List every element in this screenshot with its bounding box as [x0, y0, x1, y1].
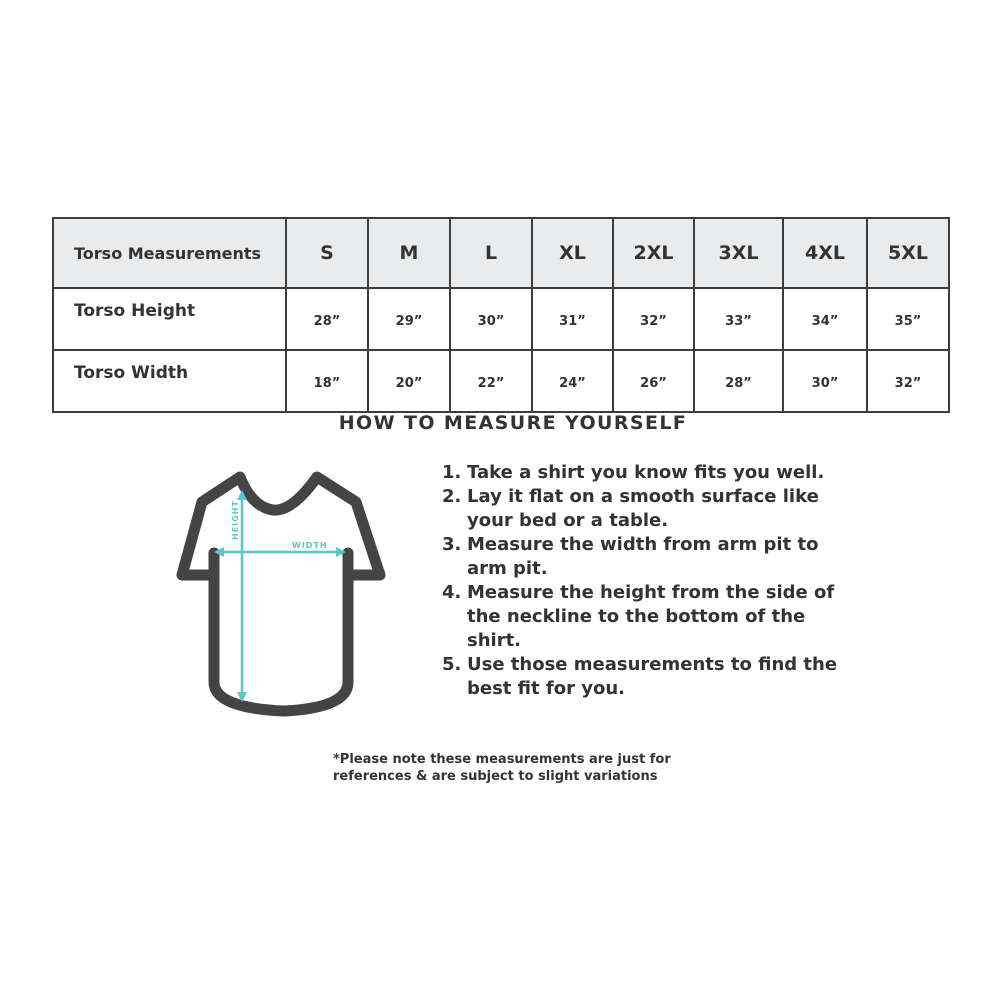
- step-number: 2.: [442, 486, 462, 507]
- torso-height-5xl: 35”: [867, 288, 949, 350]
- size-header-m: M: [368, 218, 450, 288]
- torso-width-row: [53, 350, 949, 412]
- step-text: Lay it flat on a smooth surface like your bed or a table.: [467, 486, 819, 531]
- size-header-s: S: [286, 218, 368, 288]
- torso-height-s: 28”: [286, 288, 368, 350]
- torso-measurements-header: Torso Measurements: [53, 218, 286, 288]
- size-header-xl: XL: [532, 218, 613, 288]
- measure-steps-list: [442, 461, 842, 701]
- shirt-outline-icon: [182, 477, 380, 711]
- height-label: HEIGHT: [231, 500, 240, 540]
- step-item: [442, 653, 842, 701]
- size-chart-table: [52, 217, 950, 413]
- torso-height-row: [53, 288, 949, 350]
- torso-height-3xl: 33”: [694, 288, 783, 350]
- size-header-l: L: [450, 218, 532, 288]
- size-header-5xl: 5XL: [867, 218, 949, 288]
- measure-guide-title: HOW TO MEASURE YOURSELF: [338, 412, 688, 434]
- step-text: Use those measurements to find the best fit for you.: [467, 654, 838, 699]
- torso-height-2xl: 32”: [613, 288, 694, 350]
- size-header-3xl: 3XL: [694, 218, 783, 288]
- step-text: Take a shirt you know fits you well.: [467, 462, 825, 483]
- step-text: Measure the height from the side of the neckline to the bottom of the shirt.: [467, 582, 835, 651]
- step-item: [442, 581, 842, 653]
- torso-width-label: Torso Width: [53, 350, 286, 412]
- step-number: 4.: [442, 582, 462, 603]
- torso-height-l: 30”: [450, 288, 532, 350]
- torso-width-xl: 24”: [532, 350, 613, 412]
- step-item: [442, 461, 842, 485]
- torso-width-l: 22”: [450, 350, 532, 412]
- step-number: 5.: [442, 654, 462, 675]
- measurement-disclaimer: *Please note these measurements are just for references & are subject to slight variations: [333, 752, 671, 784]
- step-item: [442, 533, 842, 581]
- shirt-diagram: [172, 462, 392, 724]
- torso-width-2xl: 26”: [613, 350, 694, 412]
- torso-height-m: 29”: [368, 288, 450, 350]
- torso-height-4xl: 34”: [783, 288, 867, 350]
- step-number: 3.: [442, 534, 462, 555]
- size-header-2xl: 2XL: [613, 218, 694, 288]
- step-item: [442, 485, 842, 533]
- torso-height-xl: 31”: [532, 288, 613, 350]
- torso-width-s: 18”: [286, 350, 368, 412]
- size-header-4xl: 4XL: [783, 218, 867, 288]
- torso-width-5xl: 32”: [867, 350, 949, 412]
- torso-width-m: 20”: [368, 350, 450, 412]
- step-text: Measure the width from arm pit to arm pit.: [467, 534, 819, 579]
- width-label: WIDTH: [292, 541, 328, 550]
- step-number: 1.: [442, 462, 462, 483]
- size-header-row: [53, 218, 949, 288]
- torso-width-4xl: 30”: [783, 350, 867, 412]
- torso-height-label: Torso Height: [53, 288, 286, 350]
- torso-width-3xl: 28”: [694, 350, 783, 412]
